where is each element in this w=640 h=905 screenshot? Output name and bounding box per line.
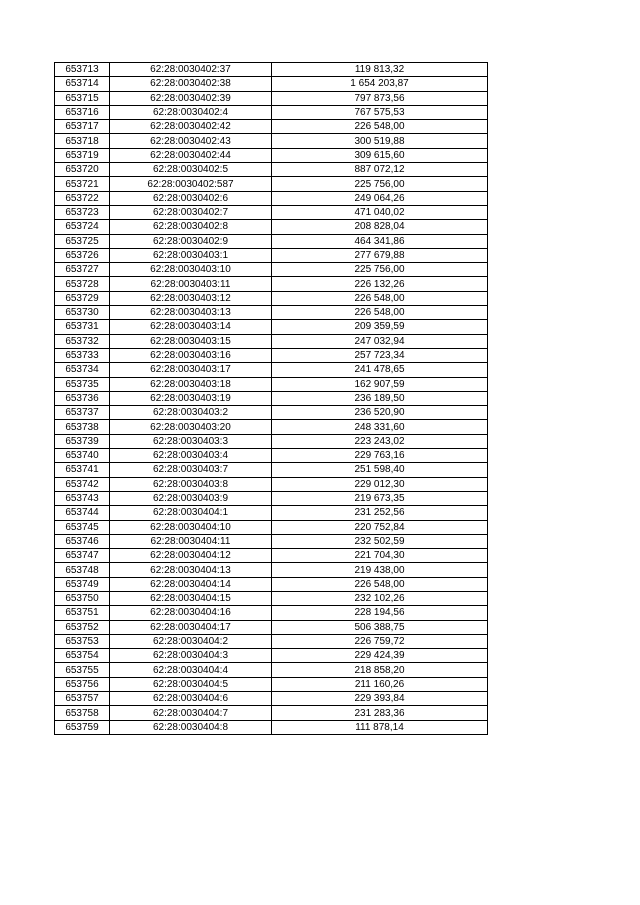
- row-number-cell: 653748: [55, 563, 110, 577]
- cadastral-value-cell: 229 763,16: [272, 449, 488, 463]
- table-row: [55, 534, 488, 548]
- cadastral-number-cell: 62:28:0030403:18: [110, 377, 272, 391]
- cadastral-value-cell: 251 598,40: [272, 463, 488, 477]
- table-row: [55, 220, 488, 234]
- cadastral-number-cell: 62:28:0030403:9: [110, 491, 272, 505]
- table-row: [55, 477, 488, 491]
- row-number-cell: 653746: [55, 534, 110, 548]
- cadastral-number-cell: 62:28:0030402:4: [110, 105, 272, 119]
- table-row: [55, 506, 488, 520]
- table-row: [55, 63, 488, 77]
- cadastral-value-cell: 300 519,88: [272, 134, 488, 148]
- cadastral-number-cell: 62:28:0030402:5: [110, 163, 272, 177]
- row-number-cell: 653743: [55, 491, 110, 505]
- row-number-cell: 653752: [55, 620, 110, 634]
- table-row: [55, 263, 488, 277]
- table-row: [55, 491, 488, 505]
- row-number-cell: 653716: [55, 105, 110, 119]
- cadastral-number-cell: 62:28:0030403:16: [110, 348, 272, 362]
- table-row: [55, 291, 488, 305]
- cadastral-value-cell: 226 759,72: [272, 634, 488, 648]
- cadastral-number-cell: 62:28:0030402:6: [110, 191, 272, 205]
- table-row: [55, 277, 488, 291]
- cadastral-number-cell: 62:28:0030402:43: [110, 134, 272, 148]
- table-row: [55, 720, 488, 734]
- table-row: [55, 120, 488, 134]
- cadastral-value-cell: 767 575,53: [272, 105, 488, 119]
- cadastral-value-cell: 309 615,60: [272, 148, 488, 162]
- row-number-cell: 653725: [55, 234, 110, 248]
- cadastral-number-cell: 62:28:0030404:3: [110, 649, 272, 663]
- cadastral-value-cell: 226 548,00: [272, 577, 488, 591]
- row-number-cell: 653714: [55, 77, 110, 91]
- cadastral-value-cell: 208 828,04: [272, 220, 488, 234]
- cadastral-value-cell: 228 194,56: [272, 606, 488, 620]
- table-row: [55, 591, 488, 605]
- row-number-cell: 653718: [55, 134, 110, 148]
- cadastral-number-cell: 62:28:0030404:12: [110, 549, 272, 563]
- cadastral-value-cell: 219 673,35: [272, 491, 488, 505]
- row-number-cell: 653750: [55, 591, 110, 605]
- cadastral-number-cell: 62:28:0030404:14: [110, 577, 272, 591]
- cadastral-value-cell: 223 243,02: [272, 434, 488, 448]
- table-row: [55, 434, 488, 448]
- row-number-cell: 653721: [55, 177, 110, 191]
- cadastral-value-cell: 220 752,84: [272, 520, 488, 534]
- cadastral-number-cell: 62:28:0030403:14: [110, 320, 272, 334]
- table-row: [55, 234, 488, 248]
- row-number-cell: 653731: [55, 320, 110, 334]
- row-number-cell: 653729: [55, 291, 110, 305]
- row-number-cell: 653717: [55, 120, 110, 134]
- cadastral-number-cell: 62:28:0030404:13: [110, 563, 272, 577]
- cadastral-value-cell: 119 813,32: [272, 63, 488, 77]
- row-number-cell: 653740: [55, 449, 110, 463]
- cadastral-number-cell: 62:28:0030403:8: [110, 477, 272, 491]
- cadastral-number-cell: 62:28:0030402:37: [110, 63, 272, 77]
- cadastral-value-cell: 229 393,84: [272, 692, 488, 706]
- cadastral-value-cell: 1 654 203,87: [272, 77, 488, 91]
- cadastral-number-cell: 62:28:0030403:20: [110, 420, 272, 434]
- cadastral-value-cell: 162 907,59: [272, 377, 488, 391]
- row-number-cell: 653755: [55, 663, 110, 677]
- cadastral-number-cell: 62:28:0030402:42: [110, 120, 272, 134]
- table-row: [55, 620, 488, 634]
- row-number-cell: 653757: [55, 692, 110, 706]
- row-number-cell: 653739: [55, 434, 110, 448]
- cadastral-value-cell: 225 756,00: [272, 177, 488, 191]
- cadastral-number-cell: 62:28:0030403:15: [110, 334, 272, 348]
- cadastral-value-cell: 236 189,50: [272, 391, 488, 405]
- table-row: [55, 420, 488, 434]
- row-number-cell: 653759: [55, 720, 110, 734]
- cadastral-value-cell: 226 132,26: [272, 277, 488, 291]
- table-row: [55, 449, 488, 463]
- table-row: [55, 105, 488, 119]
- table-row: [55, 634, 488, 648]
- cadastral-value-cell: 232 102,26: [272, 591, 488, 605]
- row-number-cell: 653728: [55, 277, 110, 291]
- cadastral-number-cell: 62:28:0030404:11: [110, 534, 272, 548]
- table-row: [55, 520, 488, 534]
- table-row: [55, 348, 488, 362]
- cadastral-value-cell: 221 704,30: [272, 549, 488, 563]
- row-number-cell: 653722: [55, 191, 110, 205]
- table-row: [55, 563, 488, 577]
- table-row: [55, 649, 488, 663]
- cadastral-number-cell: 62:28:0030404:5: [110, 677, 272, 691]
- table-row: [55, 549, 488, 563]
- cadastral-value-cell: 218 858,20: [272, 663, 488, 677]
- cadastral-value-cell: 219 438,00: [272, 563, 488, 577]
- cadastral-number-cell: 62:28:0030403:19: [110, 391, 272, 405]
- row-number-cell: 653751: [55, 606, 110, 620]
- cadastral-value-cell: 249 064,26: [272, 191, 488, 205]
- cadastral-number-cell: 62:28:0030403:7: [110, 463, 272, 477]
- cadastral-number-cell: 62:28:0030403:10: [110, 263, 272, 277]
- table-row: [55, 377, 488, 391]
- row-number-cell: 653749: [55, 577, 110, 591]
- table-row: [55, 77, 488, 91]
- table-row: [55, 191, 488, 205]
- cadastral-number-cell: 62:28:0030404:10: [110, 520, 272, 534]
- table-row: [55, 577, 488, 591]
- row-number-cell: 653730: [55, 306, 110, 320]
- cadastral-number-cell: 62:28:0030403:11: [110, 277, 272, 291]
- cadastral-number-cell: 62:28:0030402:44: [110, 148, 272, 162]
- cadastral-value-cell: 232 502,59: [272, 534, 488, 548]
- cadastral-value-cell: 211 160,26: [272, 677, 488, 691]
- cadastral-number-cell: 62:28:0030403:3: [110, 434, 272, 448]
- table-row: [55, 663, 488, 677]
- cadastral-number-cell: 62:28:0030404:6: [110, 692, 272, 706]
- row-number-cell: 653726: [55, 248, 110, 262]
- row-number-cell: 653732: [55, 334, 110, 348]
- cadastral-number-cell: 62:28:0030403:17: [110, 363, 272, 377]
- row-number-cell: 653747: [55, 549, 110, 563]
- row-number-cell: 653736: [55, 391, 110, 405]
- table-row: [55, 706, 488, 720]
- cadastral-number-cell: 62:28:0030402:8: [110, 220, 272, 234]
- row-number-cell: 653754: [55, 649, 110, 663]
- cadastral-value-cell: 471 040,02: [272, 205, 488, 219]
- row-number-cell: 653734: [55, 363, 110, 377]
- cadastral-number-cell: 62:28:0030404:17: [110, 620, 272, 634]
- cadastral-value-cell: 797 873,56: [272, 91, 488, 105]
- cadastral-value-cell: 506 388,75: [272, 620, 488, 634]
- cadastral-value-cell: 226 548,00: [272, 120, 488, 134]
- row-number-cell: 653738: [55, 420, 110, 434]
- row-number-cell: 653733: [55, 348, 110, 362]
- row-number-cell: 653741: [55, 463, 110, 477]
- table-row: [55, 148, 488, 162]
- row-number-cell: 653723: [55, 205, 110, 219]
- row-number-cell: 653758: [55, 706, 110, 720]
- row-number-cell: 653745: [55, 520, 110, 534]
- cadastral-number-cell: 62:28:0030402:9: [110, 234, 272, 248]
- cadastral-number-cell: 62:28:0030403:4: [110, 449, 272, 463]
- table-row: [55, 248, 488, 262]
- table-row: [55, 677, 488, 691]
- cadastral-value-table: [54, 62, 488, 735]
- table-row: [55, 406, 488, 420]
- table-row: [55, 134, 488, 148]
- cadastral-value-cell: 209 359,59: [272, 320, 488, 334]
- cadastral-value-cell: 248 331,60: [272, 420, 488, 434]
- cadastral-number-cell: 62:28:0030403:12: [110, 291, 272, 305]
- row-number-cell: 653720: [55, 163, 110, 177]
- row-number-cell: 653735: [55, 377, 110, 391]
- table-row: [55, 606, 488, 620]
- table-row: [55, 391, 488, 405]
- cadastral-number-cell: 62:28:0030404:7: [110, 706, 272, 720]
- cadastral-number-cell: 62:28:0030404:15: [110, 591, 272, 605]
- cadastral-value-cell: 225 756,00: [272, 263, 488, 277]
- cadastral-value-cell: 257 723,34: [272, 348, 488, 362]
- cadastral-value-cell: 229 424,39: [272, 649, 488, 663]
- cadastral-value-cell: 226 548,00: [272, 291, 488, 305]
- table-row: [55, 91, 488, 105]
- cadastral-number-cell: 62:28:0030404:16: [110, 606, 272, 620]
- cadastral-value-cell: 236 520,90: [272, 406, 488, 420]
- table-row: [55, 463, 488, 477]
- cadastral-number-cell: 62:28:0030404:1: [110, 506, 272, 520]
- cadastral-number-cell: 62:28:0030403:2: [110, 406, 272, 420]
- row-number-cell: 653727: [55, 263, 110, 277]
- row-number-cell: 653742: [55, 477, 110, 491]
- cadastral-number-cell: 62:28:0030404:4: [110, 663, 272, 677]
- table-row: [55, 306, 488, 320]
- cadastral-value-cell: 229 012,30: [272, 477, 488, 491]
- row-number-cell: 653744: [55, 506, 110, 520]
- table-row: [55, 320, 488, 334]
- cadastral-number-cell: 62:28:0030403:13: [110, 306, 272, 320]
- table-row: [55, 205, 488, 219]
- table-row: [55, 692, 488, 706]
- cadastral-value-cell: 464 341,86: [272, 234, 488, 248]
- cadastral-value-cell: 887 072,12: [272, 163, 488, 177]
- table-row: [55, 363, 488, 377]
- cadastral-value-cell: 277 679,88: [272, 248, 488, 262]
- cadastral-number-cell: 62:28:0030404:8: [110, 720, 272, 734]
- row-number-cell: 653713: [55, 63, 110, 77]
- cadastral-value-cell: 226 548,00: [272, 306, 488, 320]
- cadastral-value-cell: 241 478,65: [272, 363, 488, 377]
- table-row: [55, 334, 488, 348]
- row-number-cell: 653724: [55, 220, 110, 234]
- cadastral-number-cell: 62:28:0030402:7: [110, 205, 272, 219]
- cadastral-number-cell: 62:28:0030402:587: [110, 177, 272, 191]
- cadastral-number-cell: 62:28:0030404:2: [110, 634, 272, 648]
- row-number-cell: 653753: [55, 634, 110, 648]
- cadastral-number-cell: 62:28:0030402:38: [110, 77, 272, 91]
- table-row: [55, 163, 488, 177]
- row-number-cell: 653719: [55, 148, 110, 162]
- row-number-cell: 653715: [55, 91, 110, 105]
- table-body: [55, 63, 488, 735]
- cadastral-value-cell: 247 032,94: [272, 334, 488, 348]
- cadastral-number-cell: 62:28:0030403:1: [110, 248, 272, 262]
- cadastral-value-cell: 231 283,36: [272, 706, 488, 720]
- row-number-cell: 653737: [55, 406, 110, 420]
- cadastral-number-cell: 62:28:0030402:39: [110, 91, 272, 105]
- table-row: [55, 177, 488, 191]
- cadastral-value-cell: 111 878,14: [272, 720, 488, 734]
- row-number-cell: 653756: [55, 677, 110, 691]
- cadastral-value-cell: 231 252,56: [272, 506, 488, 520]
